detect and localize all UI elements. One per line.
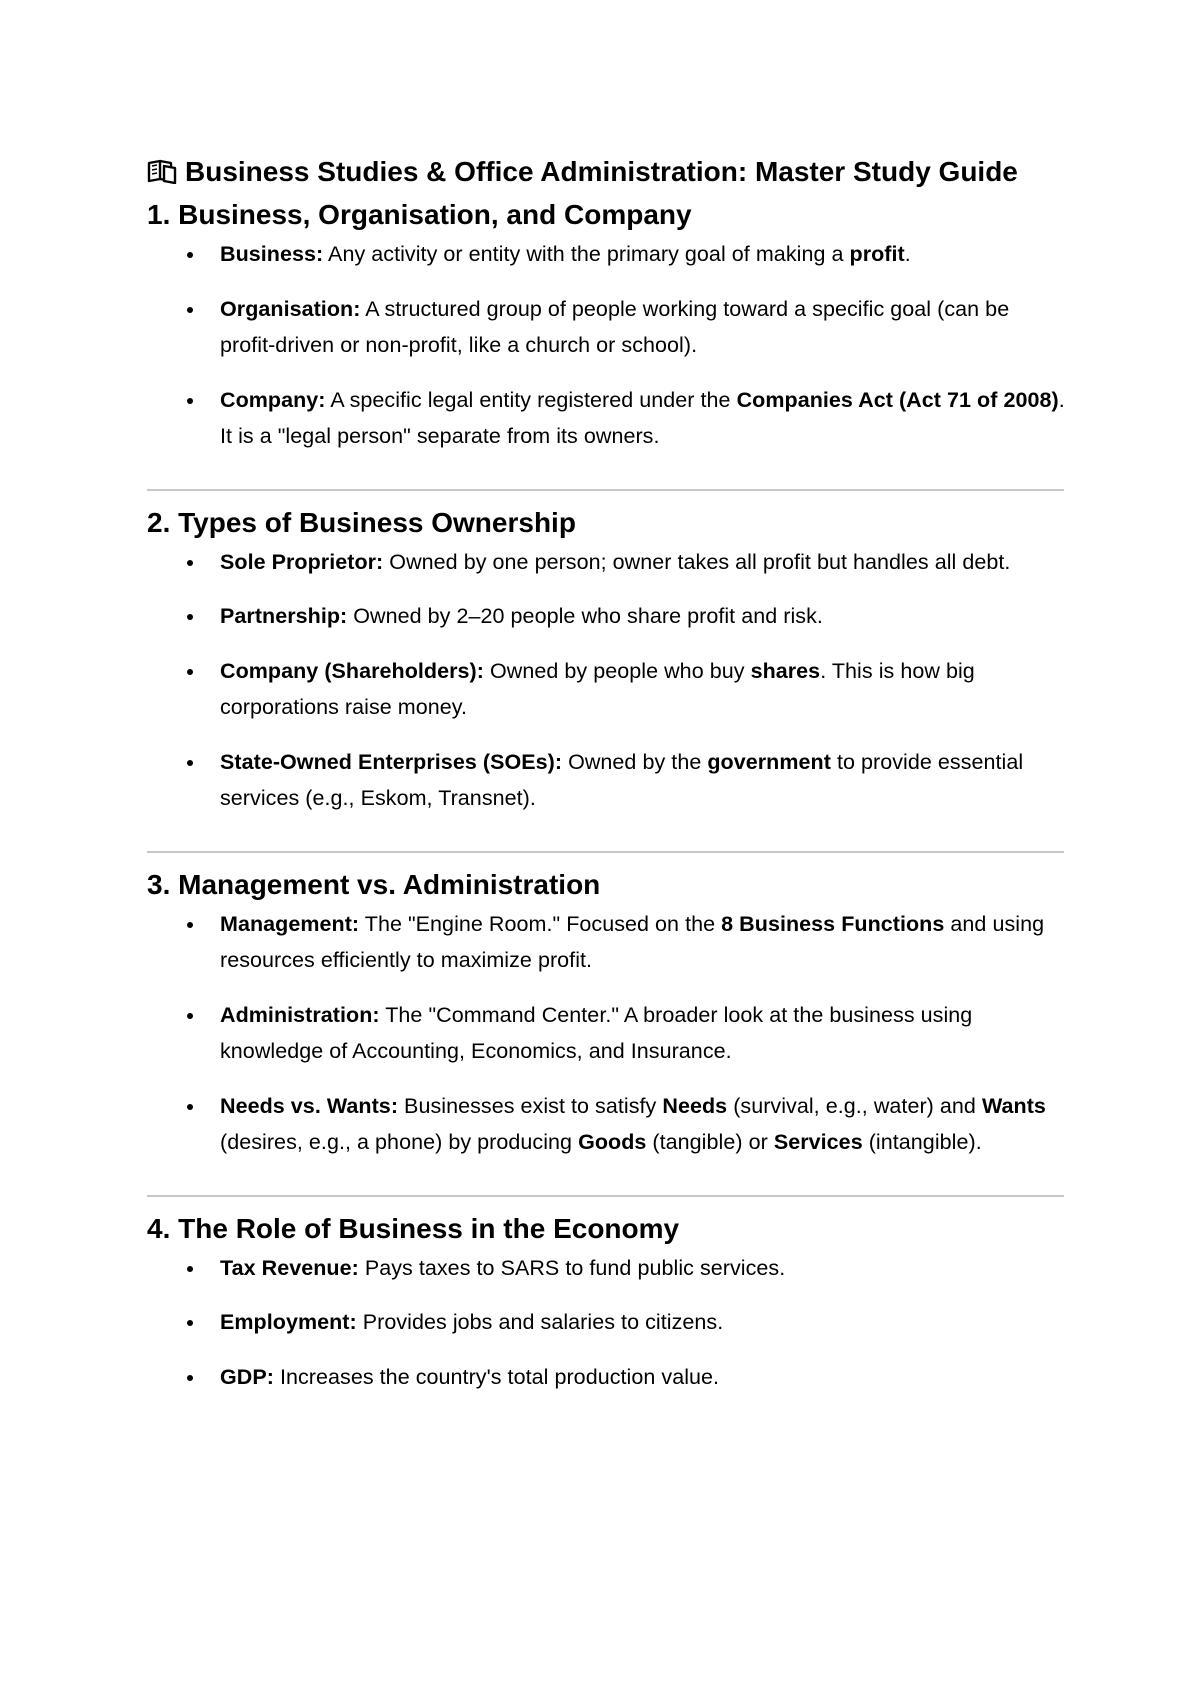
item-text: Businesses exist to satisfy: [398, 1093, 663, 1118]
list-item: [147, 382, 1065, 455]
item-text: (survival, e.g., water) and: [727, 1093, 982, 1118]
section-title: 2. Types of Business Ownership: [147, 506, 576, 538]
bold-term: Organisation:: [220, 296, 361, 321]
bullet-list: [147, 236, 1065, 455]
bold-term: Goods: [578, 1130, 647, 1154]
bold-term: 8 Business Functions: [721, 911, 945, 936]
item-text: Provides jobs and salaries to citizens.: [356, 1310, 724, 1334]
item-text: .: [904, 242, 911, 266]
bold-term: Company:: [220, 387, 326, 412]
item-text: Owned by people who buy: [483, 658, 751, 683]
item-text: Increases the country's total production value.: [273, 1364, 720, 1389]
bullet-list: [147, 1250, 1065, 1396]
list-item: [147, 1250, 1065, 1287]
bold-term: shares: [750, 658, 821, 683]
list-item: [147, 744, 1065, 817]
bold-term: GDP:: [220, 1364, 274, 1389]
item-text: A specific legal entity registered under the: [325, 387, 737, 412]
item-text: Any activity or entity with the primary goal of making a: [323, 242, 850, 266]
item-text: (desires, e.g., a phone) by producing: [220, 1130, 579, 1154]
bullet-list: [147, 906, 1065, 1161]
bold-term: Sole Proprietor:: [220, 549, 384, 574]
list-item: [147, 544, 1065, 581]
bold-term: Wants: [981, 1093, 1046, 1118]
list-item: [147, 997, 1065, 1070]
bold-term: Tax Revenue:: [220, 1255, 359, 1280]
bold-term: Companies Act (Act 71 of 2008): [736, 387, 1059, 412]
list-item: [147, 1304, 1065, 1341]
list-item: [147, 906, 1065, 979]
item-text: A structured group of people working toward a specific goal (can be profit-driven or non-profit, like a church or school).: [220, 296, 1010, 357]
item-text: Owned by one person; owner takes all profit but handles all debt.: [383, 549, 1011, 574]
document-title: [147, 150, 1065, 193]
bold-term: Management:: [220, 911, 360, 936]
bold-term: Business:: [220, 242, 324, 266]
document-title-text: Business Studies & Office Administration: Master Study Guide: [185, 156, 1018, 187]
section-title: 4. The Role of Business in the Economy: [147, 1212, 680, 1244]
list-item: [147, 236, 1065, 273]
bold-term: Employment:: [220, 1310, 357, 1334]
item-text: to provide essential services (e.g., Eskom, Transnet).: [220, 749, 1024, 810]
section-title: 1. Business, Organisation, and Company: [147, 199, 692, 230]
bold-term: Needs: [662, 1093, 728, 1118]
list-item: [147, 1359, 1065, 1396]
item-text: . It is a "legal person" separate from its owners.: [220, 387, 1065, 448]
item-text: The "Engine Room." Focused on the: [359, 911, 722, 936]
document-page: [147, 150, 1065, 1395]
books-icon: [147, 153, 177, 179]
bold-term: government: [707, 749, 831, 774]
section-divider: [147, 1195, 1064, 1197]
item-text: The "Command Center." A broader look at the business using knowledge of Accounting, Economics, and Insurance.: [220, 1002, 973, 1063]
section-title: 3. Management vs. Administration: [147, 868, 601, 900]
item-text: Pays taxes to SARS to fund public services.: [358, 1255, 786, 1280]
bold-term: Partnership:: [220, 604, 348, 628]
bold-term: Company (Shareholders):: [220, 658, 484, 683]
item-text: (intangible).: [862, 1130, 982, 1154]
list-item: [147, 1088, 1065, 1161]
item-text: . This is how big corporations raise money.: [220, 658, 975, 719]
sections-container: [147, 193, 1065, 1395]
item-text: and using resources efficiently to maximize profit.: [220, 911, 1045, 972]
item-text: Owned by 2–20 people who share profit and risk.: [347, 604, 823, 628]
bold-term: profit: [849, 242, 905, 266]
list-item: [147, 598, 1065, 635]
list-item: [147, 653, 1065, 726]
bold-term: Services: [773, 1130, 863, 1154]
bold-term: Administration:: [220, 1002, 380, 1027]
bullet-list: [147, 544, 1065, 817]
section-divider: [147, 851, 1064, 853]
section-divider: [147, 489, 1064, 491]
item-text: Owned by the: [562, 749, 708, 774]
list-item: [147, 291, 1065, 364]
bold-term: Needs vs. Wants:: [220, 1093, 399, 1118]
item-text: (tangible) or: [646, 1130, 774, 1154]
bold-term: State-Owned Enterprises (SOEs):: [220, 749, 563, 774]
